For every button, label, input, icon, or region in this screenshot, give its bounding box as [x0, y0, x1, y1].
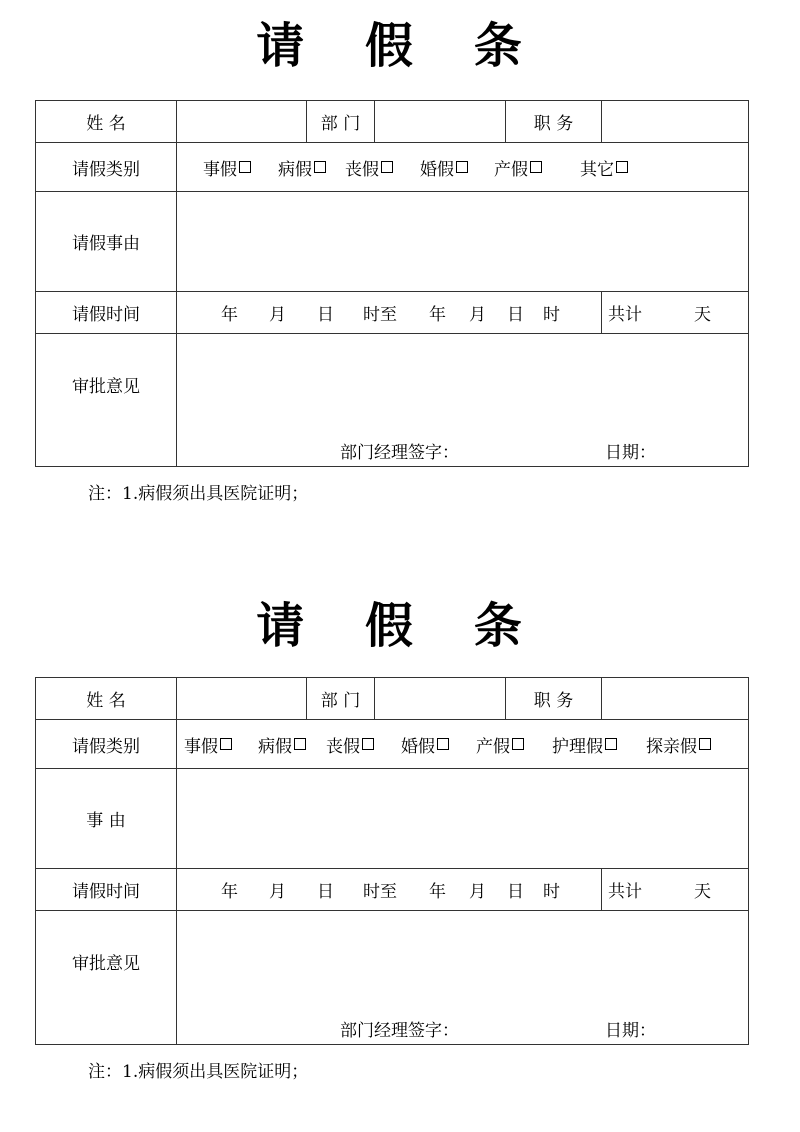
option-label: 产假	[494, 159, 528, 180]
row-leave-type	[36, 720, 748, 769]
leave-type-option[interactable]	[580, 143, 628, 191]
time-unit: 年	[429, 882, 446, 902]
leave-table	[35, 677, 749, 1045]
total-label: 共计	[608, 882, 642, 902]
days-label: 天	[694, 882, 711, 902]
option-label: 探亲假	[646, 736, 697, 757]
checkbox-icon[interactable]	[362, 738, 374, 750]
time-unit: 时至	[363, 305, 397, 325]
option-label: 事假	[203, 159, 237, 180]
name-label: 姓 名	[36, 678, 177, 719]
time-label: 请假时间	[36, 292, 177, 333]
row-basic-info	[36, 101, 748, 143]
approval-label: 审批意见	[72, 377, 140, 397]
time-unit: 时	[543, 305, 560, 325]
option-label: 婚假	[401, 736, 435, 757]
time-unit: 月	[469, 305, 486, 325]
checkbox-icon[interactable]	[437, 738, 449, 750]
name-label: 姓 名	[36, 101, 177, 142]
dept-field[interactable]	[375, 101, 506, 142]
leave-type-option[interactable]	[476, 720, 524, 768]
leave-type-option[interactable]	[494, 143, 542, 191]
option-label: 病假	[278, 159, 312, 180]
total-field[interactable]	[602, 292, 748, 333]
leave-type-option[interactable]	[258, 720, 306, 768]
time-unit: 日	[317, 882, 334, 902]
time-unit: 月	[269, 882, 286, 902]
position-label: 职 务	[506, 678, 602, 719]
time-unit: 月	[269, 305, 286, 325]
option-label: 护理假	[552, 736, 603, 757]
total-label: 共计	[608, 305, 642, 325]
row-basic-info	[36, 678, 748, 720]
form-note: 注：1.病假须出具医院证明；	[88, 484, 309, 504]
time-unit: 年	[221, 882, 238, 902]
date-label: 日期：	[605, 443, 656, 463]
name-field[interactable]	[177, 678, 307, 719]
row-leave-type	[36, 143, 748, 192]
checkbox-icon[interactable]	[239, 161, 251, 173]
checkbox-icon[interactable]	[512, 738, 524, 750]
leave-type-option[interactable]	[401, 720, 449, 768]
row-leave-time	[36, 869, 748, 911]
date-label: 日期：	[605, 1021, 656, 1041]
option-label: 事假	[184, 736, 218, 757]
checkbox-icon[interactable]	[220, 738, 232, 750]
option-label: 丧假	[345, 159, 379, 180]
time-unit: 日	[507, 882, 524, 902]
name-field[interactable]	[177, 101, 307, 142]
time-unit: 年	[221, 305, 238, 325]
time-unit: 月	[469, 882, 486, 902]
signature-label: 部门经理签字：	[340, 443, 459, 463]
checkbox-icon[interactable]	[530, 161, 542, 173]
leave-type-option[interactable]	[345, 143, 393, 191]
leave-type-option[interactable]	[203, 143, 251, 191]
row-approval	[36, 334, 748, 466]
time-unit: 时	[543, 882, 560, 902]
checkbox-icon[interactable]	[605, 738, 617, 750]
leave-type-option[interactable]	[184, 720, 232, 768]
leave-type-option[interactable]	[646, 720, 711, 768]
total-field[interactable]	[602, 869, 748, 910]
dept-label: 部 门	[307, 678, 375, 719]
checkbox-icon[interactable]	[381, 161, 393, 173]
time-unit: 年	[429, 305, 446, 325]
option-label: 丧假	[326, 736, 360, 757]
leave-type-option[interactable]	[326, 720, 374, 768]
leave-type-option[interactable]	[278, 143, 326, 191]
approval-label: 审批意见	[72, 954, 140, 974]
checkbox-icon[interactable]	[294, 738, 306, 750]
time-field[interactable]	[177, 869, 602, 910]
leave-type-option[interactable]	[552, 720, 617, 768]
approval-label-cell	[36, 334, 177, 466]
type-label: 请假类别	[36, 720, 177, 768]
row-approval	[36, 911, 748, 1044]
leave-table	[35, 100, 749, 467]
position-field[interactable]	[602, 678, 748, 719]
time-label: 请假时间	[36, 869, 177, 910]
time-unit: 日	[317, 305, 334, 325]
checkbox-icon[interactable]	[314, 161, 326, 173]
option-label: 婚假	[420, 159, 454, 180]
form-note: 注：1.病假须出具医院证明；	[88, 1062, 309, 1082]
days-label: 天	[694, 305, 711, 325]
reason-label: 事 由	[36, 769, 177, 868]
option-label: 其它	[580, 159, 614, 180]
type-label: 请假类别	[36, 143, 177, 191]
signature-label: 部门经理签字：	[340, 1021, 459, 1041]
reason-label: 请假事由	[36, 192, 177, 291]
form-title: 请 假 条	[256, 598, 544, 654]
dept-label: 部 门	[307, 101, 375, 142]
checkbox-icon[interactable]	[616, 161, 628, 173]
checkbox-icon[interactable]	[699, 738, 711, 750]
time-field[interactable]	[177, 292, 602, 333]
leave-type-option[interactable]	[420, 143, 468, 191]
row-reason	[36, 769, 748, 869]
option-label: 产假	[476, 736, 510, 757]
reason-field[interactable]	[177, 192, 748, 291]
approval-label-cell	[36, 911, 177, 1044]
approval-field[interactable]	[177, 911, 748, 1044]
position-label: 职 务	[506, 101, 602, 142]
checkbox-icon[interactable]	[456, 161, 468, 173]
time-unit: 时至	[363, 882, 397, 902]
row-reason	[36, 192, 748, 292]
dept-field[interactable]	[375, 678, 506, 719]
time-unit: 日	[507, 305, 524, 325]
reason-field[interactable]	[177, 769, 748, 868]
row-leave-time	[36, 292, 748, 334]
position-field[interactable]	[602, 101, 748, 142]
approval-field[interactable]	[177, 334, 748, 466]
form-title: 请 假 条	[256, 18, 544, 74]
option-label: 病假	[258, 736, 292, 757]
